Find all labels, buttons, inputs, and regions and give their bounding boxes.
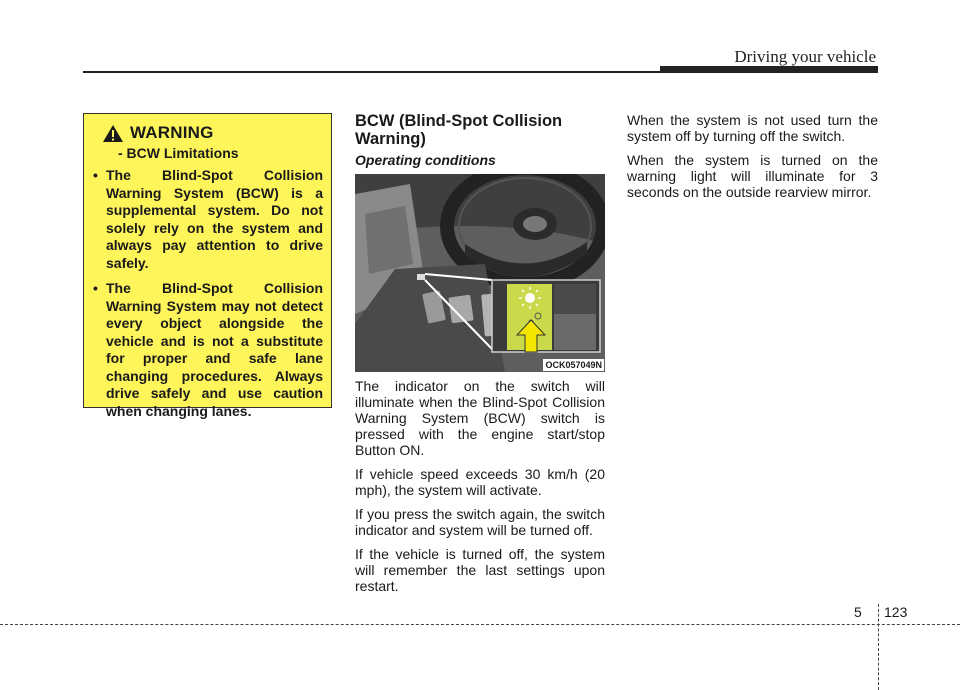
warning-item: • The Blind-Spot Collision Warning System (BCW) is a supplemental system. Do not solely rely on the system and always pay attention to drive safely. [93,167,323,271]
header-title: Driving your vehicle [734,47,876,66]
paragraph: If the vehicle is turned off, the system will remember the last settings upon restart. [355,546,605,594]
middle-column-text [355,378,605,602]
figure-caption: OCK057049N [545,360,602,370]
section-heading: BCW (Blind-Spot Collision Warning) [355,112,563,148]
footer-rule [0,624,960,625]
paragraph: When the system is turned on the warning light will illuminate for 3 seconds on the outside rearview mirror. [627,152,878,200]
warning-header [102,123,323,143]
paragraph: When the system is not used turn the system off by turning off the switch. [627,112,878,144]
warning-subtitle: - BCW Limitations [118,145,239,161]
paragraph: If you press the switch again, the switch indicator and system will be turned off. [355,506,605,538]
warning-triangle-icon [102,124,124,143]
warning-box [83,113,332,419]
warning-title: WARNING [130,123,214,142]
warning-item: • The Blind-Spot Collision Warning System may not detect every object alongside the vehicle and is not a substitute for proper and safe lane changing procedures. Always drive safely and use caution when changing lanes. [93,280,323,419]
right-column-text [627,112,878,208]
paragraph: The indicator on the switch will illuminate when the Blind-Spot Collision Warning System (BCW) switch is pressed with the engine start/stop Button ON. [355,378,605,458]
chapter-number: 5 [854,604,862,620]
warning-list [93,167,323,420]
page-number: 123 [884,604,908,620]
paragraph: If vehicle speed exceeds 30 km/h (20 mph), the system will activate. [355,466,605,498]
section-subheading: Operating conditions [355,152,496,168]
dashboard-figure [355,174,605,372]
footer-divider [878,604,879,690]
dashboard-illustration [355,174,605,372]
header-rule-accent [660,66,878,72]
